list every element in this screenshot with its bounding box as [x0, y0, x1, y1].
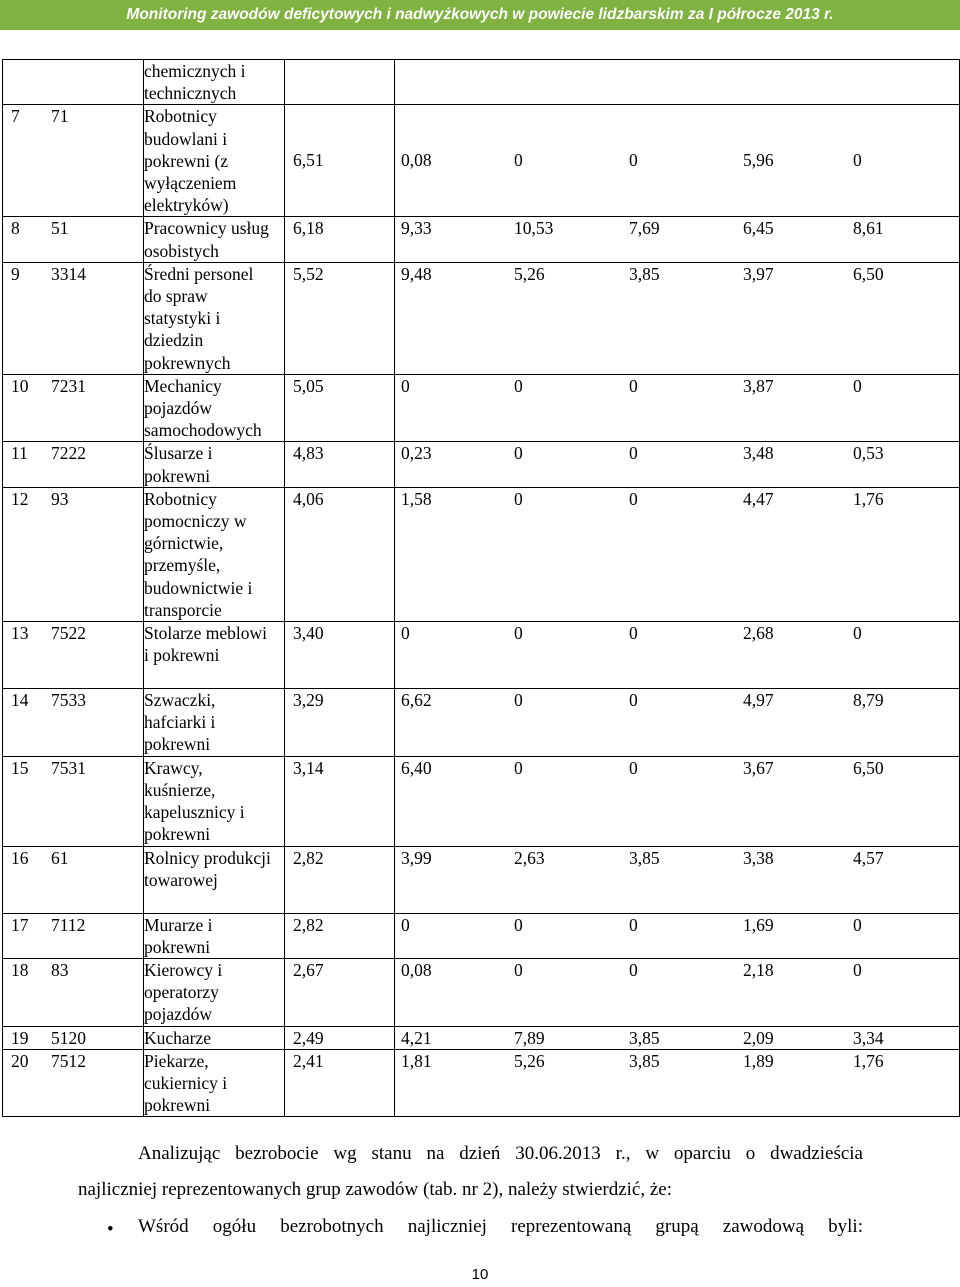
- document-header-banner: [0, 0, 960, 30]
- row-index-and-code-cell: [3, 958, 144, 1026]
- indicator-values-cell: [285, 689, 960, 757]
- indicator-value: 2,67: [293, 959, 324, 980]
- column-divider: [394, 488, 395, 621]
- indicator-value: 0: [853, 959, 862, 980]
- occupation-code: 93: [51, 488, 69, 509]
- indicator-value: 0: [514, 488, 523, 509]
- column-divider: [394, 1050, 395, 1117]
- column-divider: [394, 217, 395, 261]
- indicator-value: 0: [629, 443, 638, 464]
- row-index-and-code-cell: [3, 217, 144, 262]
- indicator-value: 10,53: [514, 218, 554, 239]
- indicator-value: 0: [514, 757, 523, 778]
- occupation-name-cell: [144, 846, 285, 913]
- analysis-paragraph-line-1: Analizując bezrobocie wg stanu na dzień 30.06.2013 r., w oparciu o dwadzieścia: [138, 1143, 863, 1164]
- indicator-value: 9,33: [401, 218, 432, 239]
- table-row: [3, 913, 960, 958]
- indicator-value: 0: [514, 690, 523, 711]
- column-divider: [394, 442, 395, 486]
- occupation-code: 51: [51, 218, 69, 239]
- indicator-value: 3,48: [743, 443, 774, 464]
- indicator-values-cell: [285, 756, 960, 846]
- indicator-value: 5,96: [743, 150, 774, 171]
- indicator-values-cell: [285, 846, 960, 913]
- table-row: [3, 1049, 960, 1117]
- occupation-name: chemicznych i technicznych: [144, 61, 246, 104]
- indicator-values-cell: [285, 105, 960, 217]
- row-index-and-code-cell: [3, 442, 144, 487]
- column-divider: [394, 263, 395, 374]
- row-index: 20: [11, 1050, 29, 1071]
- row-index-and-code-cell: [3, 105, 144, 217]
- indicator-value: 4,57: [853, 847, 884, 868]
- indicator-value: 4,21: [401, 1027, 432, 1048]
- indicator-value: 3,85: [629, 847, 660, 868]
- indicator-value: 0,53: [853, 443, 884, 464]
- indicator-value: 2,41: [293, 1050, 324, 1071]
- row-index: 7: [11, 106, 20, 127]
- indicator-value: 0: [514, 623, 523, 644]
- occupation-name-cell: [144, 262, 285, 374]
- column-divider: [394, 1027, 395, 1049]
- occupation-name-cell: [144, 756, 285, 846]
- indicator-value: 8,61: [853, 218, 884, 239]
- indicator-value: 3,14: [293, 757, 324, 778]
- indicator-value: 6,50: [853, 757, 884, 778]
- occupation-name: Rolnicy produkcji towarowej: [144, 847, 271, 890]
- table-row: [3, 958, 960, 1026]
- indicator-value: 0,08: [401, 150, 432, 171]
- indicator-values-cell: [285, 60, 960, 105]
- row-index: 9: [11, 263, 20, 284]
- indicator-value: 5,52: [293, 263, 324, 284]
- analysis-paragraph-line-2: najliczniej reprezentowanych grup zawodów (tab. nr 2), należy stwierdzić, że:: [78, 1179, 673, 1200]
- occupation-code: 7222: [51, 443, 86, 464]
- row-index: 8: [11, 218, 20, 239]
- table-row: [3, 1026, 960, 1049]
- indicator-value: 4,83: [293, 443, 324, 464]
- row-index-and-code-cell: [3, 1049, 144, 1117]
- page-number: 10: [471, 1266, 489, 1283]
- indicator-value: 6,62: [401, 690, 432, 711]
- indicator-value: 0: [629, 623, 638, 644]
- occupation-name-cell: [144, 689, 285, 757]
- indicator-value: 0,23: [401, 443, 432, 464]
- indicator-value: 0: [853, 623, 862, 644]
- occupation-code: 7533: [51, 690, 86, 711]
- indicator-value: 0: [514, 375, 523, 396]
- row-index-and-code-cell: [3, 846, 144, 913]
- indicator-value: 5,05: [293, 375, 324, 396]
- indicator-value: 4,97: [743, 690, 774, 711]
- indicator-values-cell: [285, 374, 960, 442]
- indicator-value: 3,85: [629, 263, 660, 284]
- header-title: Monitoring zawodów deficytowych i nadwyżkowych w powiecie lidzbarskim za I półrocze 2013 r.: [126, 6, 834, 23]
- indicator-value: 0: [514, 150, 523, 171]
- occupation-name-cell: [144, 958, 285, 1026]
- indicator-value: 3,97: [743, 263, 774, 284]
- indicator-value: 0: [514, 443, 523, 464]
- occupation-name: Robotnicy pomocniczy w górnictwie, przemyśle, budownictwie i transporcie: [144, 488, 253, 620]
- indicator-values-cell: [285, 262, 960, 374]
- column-divider: [394, 914, 395, 958]
- indicator-value: 3,67: [743, 757, 774, 778]
- indicator-value: 6,50: [853, 263, 884, 284]
- occupation-name-cell: [144, 217, 285, 262]
- indicator-value: 3,38: [743, 847, 774, 868]
- occupation-code: 5120: [51, 1027, 86, 1048]
- occupations-table-body: [3, 60, 960, 1117]
- indicator-values-cell: [285, 1049, 960, 1117]
- row-index: 10: [11, 375, 29, 396]
- occupation-code: 7112: [51, 914, 86, 935]
- occupation-name: Piekarze, cukiernicy i pokrewni: [144, 1050, 228, 1116]
- indicator-value: 0: [853, 914, 862, 935]
- indicator-value: 0: [629, 690, 638, 711]
- row-index: 13: [11, 623, 29, 644]
- indicator-value: 6,51: [293, 150, 324, 171]
- occupation-name: Kierowcy i operatorzy pojazdów: [144, 959, 223, 1025]
- table-row: [3, 105, 960, 217]
- occupation-code: 7512: [51, 1050, 86, 1071]
- indicator-values-cell: [285, 913, 960, 958]
- indicator-value: 8,79: [853, 690, 884, 711]
- row-index-and-code-cell: [3, 756, 144, 846]
- indicator-value: 3,40: [293, 623, 324, 644]
- occupation-code: 71: [51, 106, 69, 127]
- indicator-value: 6,45: [743, 218, 774, 239]
- occupation-name: Mechanicy pojazdów samochodowych: [144, 375, 262, 441]
- occupations-table: [2, 59, 960, 1117]
- indicator-value: 0: [629, 150, 638, 171]
- occupation-name-cell: [144, 374, 285, 442]
- occupation-code: 61: [51, 847, 69, 868]
- indicator-value: 2,09: [743, 1027, 774, 1048]
- indicator-value: 4,06: [293, 488, 324, 509]
- column-divider: [394, 847, 395, 913]
- occupation-code: 7531: [51, 757, 86, 778]
- column-divider: [394, 622, 395, 688]
- occupation-name: Murarze i pokrewni: [144, 914, 213, 957]
- indicator-value: 7,69: [629, 218, 660, 239]
- indicator-value: 0: [401, 375, 410, 396]
- column-divider: [394, 689, 395, 756]
- indicator-value: 0: [401, 914, 410, 935]
- indicator-values-cell: [285, 442, 960, 487]
- row-index-and-code-cell: [3, 1026, 144, 1049]
- row-index-and-code-cell: [3, 487, 144, 621]
- indicator-value: 0: [853, 150, 862, 171]
- occupation-name: Średni personel do spraw statystyki i dziedzin pokrewnych: [144, 263, 254, 373]
- indicator-value: 0: [629, 375, 638, 396]
- indicator-value: 0: [629, 488, 638, 509]
- indicator-value: 7,89: [514, 1027, 545, 1048]
- indicator-value: 0: [629, 757, 638, 778]
- table-row: [3, 374, 960, 442]
- indicator-value: 1,76: [853, 1050, 884, 1071]
- table-row: [3, 217, 960, 262]
- bullet-item-text: Wśród ogółu bezrobotnych najliczniej reprezentowaną grupą zawodową byli:: [138, 1216, 863, 1237]
- indicator-value: 0: [629, 959, 638, 980]
- row-index: 18: [11, 959, 29, 980]
- column-divider: [394, 105, 395, 216]
- table-row: [3, 689, 960, 757]
- table-row: [3, 262, 960, 374]
- indicator-value: 3,99: [401, 847, 432, 868]
- row-index-and-code-cell: [3, 913, 144, 958]
- occupation-name-cell: [144, 442, 285, 487]
- table-row: [3, 487, 960, 621]
- indicator-value: 1,58: [401, 488, 432, 509]
- indicator-value: 3,34: [853, 1027, 884, 1048]
- table-row: [3, 442, 960, 487]
- column-divider: [394, 959, 395, 1026]
- table-row: [3, 846, 960, 913]
- indicator-value: 3,85: [629, 1027, 660, 1048]
- indicator-values-cell: [285, 217, 960, 262]
- indicator-value: 2,82: [293, 847, 324, 868]
- indicator-value: 1,81: [401, 1050, 432, 1071]
- occupation-name-cell: [144, 1026, 285, 1049]
- indicator-value: 5,26: [514, 1050, 545, 1071]
- indicator-value: 2,63: [514, 847, 545, 868]
- column-divider: [394, 375, 395, 442]
- occupation-name-cell: [144, 105, 285, 217]
- indicator-value: 3,29: [293, 690, 324, 711]
- indicator-value: 6,18: [293, 218, 324, 239]
- indicator-value: 9,48: [401, 263, 432, 284]
- indicator-value: 6,40: [401, 757, 432, 778]
- occupation-code: 83: [51, 959, 69, 980]
- indicator-value: 0: [629, 914, 638, 935]
- column-divider: [394, 60, 395, 104]
- table-row: [3, 756, 960, 846]
- indicator-value: 4,47: [743, 488, 774, 509]
- occupation-name-cell: [144, 1049, 285, 1117]
- row-index-and-code-cell: [3, 60, 144, 105]
- row-index-and-code-cell: [3, 374, 144, 442]
- occupation-name-cell: [144, 60, 285, 105]
- indicator-values-cell: [285, 622, 960, 689]
- indicator-value: 0: [853, 375, 862, 396]
- occupation-name-cell: [144, 487, 285, 621]
- occupation-code: 7231: [51, 375, 86, 396]
- indicator-value: 2,68: [743, 623, 774, 644]
- row-index: 12: [11, 488, 29, 509]
- occupation-name: Kucharze: [144, 1027, 212, 1048]
- indicator-value: 1,69: [743, 914, 774, 935]
- row-index: 19: [11, 1027, 29, 1048]
- occupation-code: 7522: [51, 623, 86, 644]
- occupation-name: Robotnicy budowlani i pokrewni (z wyłączeniem elektryków): [144, 106, 237, 216]
- occupation-name: Pracownicy usług osobistych: [144, 218, 269, 261]
- indicator-value: 0: [401, 623, 410, 644]
- table-row: [3, 60, 960, 105]
- indicator-value: 1,89: [743, 1050, 774, 1071]
- row-index: 11: [11, 443, 28, 464]
- occupation-name: Stolarze meblowi i pokrewni: [144, 623, 267, 666]
- row-index: 14: [11, 690, 29, 711]
- column-divider: [394, 757, 395, 846]
- indicator-value: 2,49: [293, 1027, 324, 1048]
- indicator-values-cell: [285, 1026, 960, 1049]
- indicator-value: 3,85: [629, 1050, 660, 1071]
- indicator-value: 1,76: [853, 488, 884, 509]
- occupation-name-cell: [144, 622, 285, 689]
- row-index: 15: [11, 757, 29, 778]
- indicator-value: 0,08: [401, 959, 432, 980]
- indicator-value: 2,82: [293, 914, 324, 935]
- table-row: [3, 622, 960, 689]
- indicator-values-cell: [285, 958, 960, 1026]
- bullet-dot-icon: •: [107, 1219, 114, 1240]
- indicator-value: 2,18: [743, 959, 774, 980]
- indicator-value: 5,26: [514, 263, 545, 284]
- row-index: 16: [11, 847, 29, 868]
- occupation-code: 3314: [51, 263, 86, 284]
- indicator-values-cell: [285, 487, 960, 621]
- occupation-name-cell: [144, 913, 285, 958]
- indicator-value: 0: [514, 914, 523, 935]
- row-index-and-code-cell: [3, 262, 144, 374]
- occupation-name: Krawcy, kuśnierze, kapelusznicy i pokrewni: [144, 757, 245, 845]
- occupation-name: Szwaczki, hafciarki i pokrewni: [144, 690, 216, 755]
- row-index-and-code-cell: [3, 622, 144, 689]
- row-index-and-code-cell: [3, 689, 144, 757]
- occupation-name: Ślusarze i pokrewni: [144, 443, 213, 486]
- indicator-value: 3,87: [743, 375, 774, 396]
- row-index: 17: [11, 914, 29, 935]
- indicator-value: 0: [514, 959, 523, 980]
